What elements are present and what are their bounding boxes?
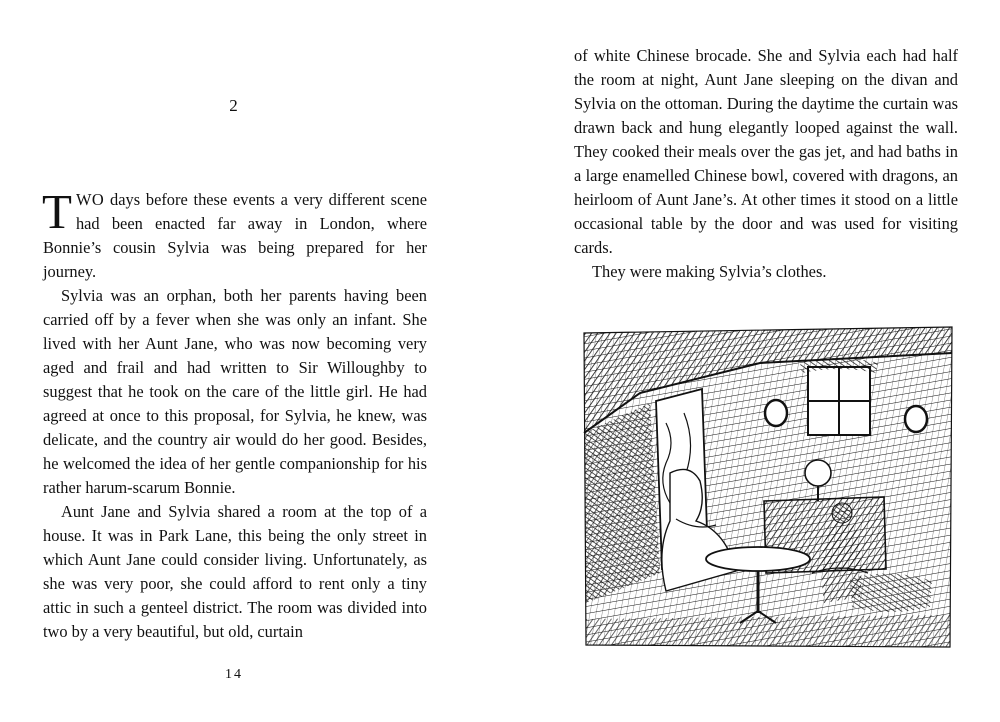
body-paragraph: They were making Sylvia’s clothes. <box>592 262 827 281</box>
floor <box>586 615 950 647</box>
body-paragraph: Aunt Jane and Sylvia shared a room at the top of a house. It was in Park Lane, this being the only street in which Aunt Jane could consider living. Unfortunately, as she was very poor, she could afford to rent only a tiny attic in such a genteel district. The room was divided into two by a very beautiful, but old, curtain <box>43 502 427 641</box>
continued-paragraph: of white Chinese brocade. She and Sylvia each had half the room at night, Aunt Jane sleeping on the divan and Sylvia on the ottoman. During the daytime the curtain was drawn back and hung elegantly looped against the wall. They cooked their meals over the gas jet, and had baths in a large enamelled Chinese bowl, covered with dragons, an heirloom of Aunt Jane’s. At other times it stood on a little occasional table by the door and was used for visiting cards. <box>574 46 958 257</box>
page-number: 14 <box>225 667 243 682</box>
dark-left-wall <box>584 403 660 603</box>
opening-paragraph <box>42 184 427 284</box>
body-paragraph: Sylvia was an orphan, both her parents having been carried off by a fever when she was only an infant. She lived with her Aunt Jane, who was now becoming very aged and frail and had written to Sir Willoughby to suggest that he took on the care of the little girl. He had agreed at once to this proposal, for Sylvia, he knew, was delicate, and the country air would do her good. Besides, he welcomed the idea of her gentle companionship for his rather harum-scarum Bonnie. <box>43 286 427 497</box>
right-page <box>500 0 1000 722</box>
opening-caps: WO <box>75 190 105 209</box>
attic-sewing-illustration <box>580 323 956 649</box>
drop-cap: T <box>42 184 72 239</box>
left-text-column <box>42 184 427 644</box>
window <box>800 358 878 435</box>
ottoman <box>850 573 932 612</box>
chapter-number: 2 <box>229 96 239 115</box>
opening-paragraph-text: days before these events a very different scene had been enacted far away in London, where Bonnie’s cousin Sylvia was being prepared for her journey. <box>43 190 427 281</box>
right-text-column <box>574 44 958 284</box>
